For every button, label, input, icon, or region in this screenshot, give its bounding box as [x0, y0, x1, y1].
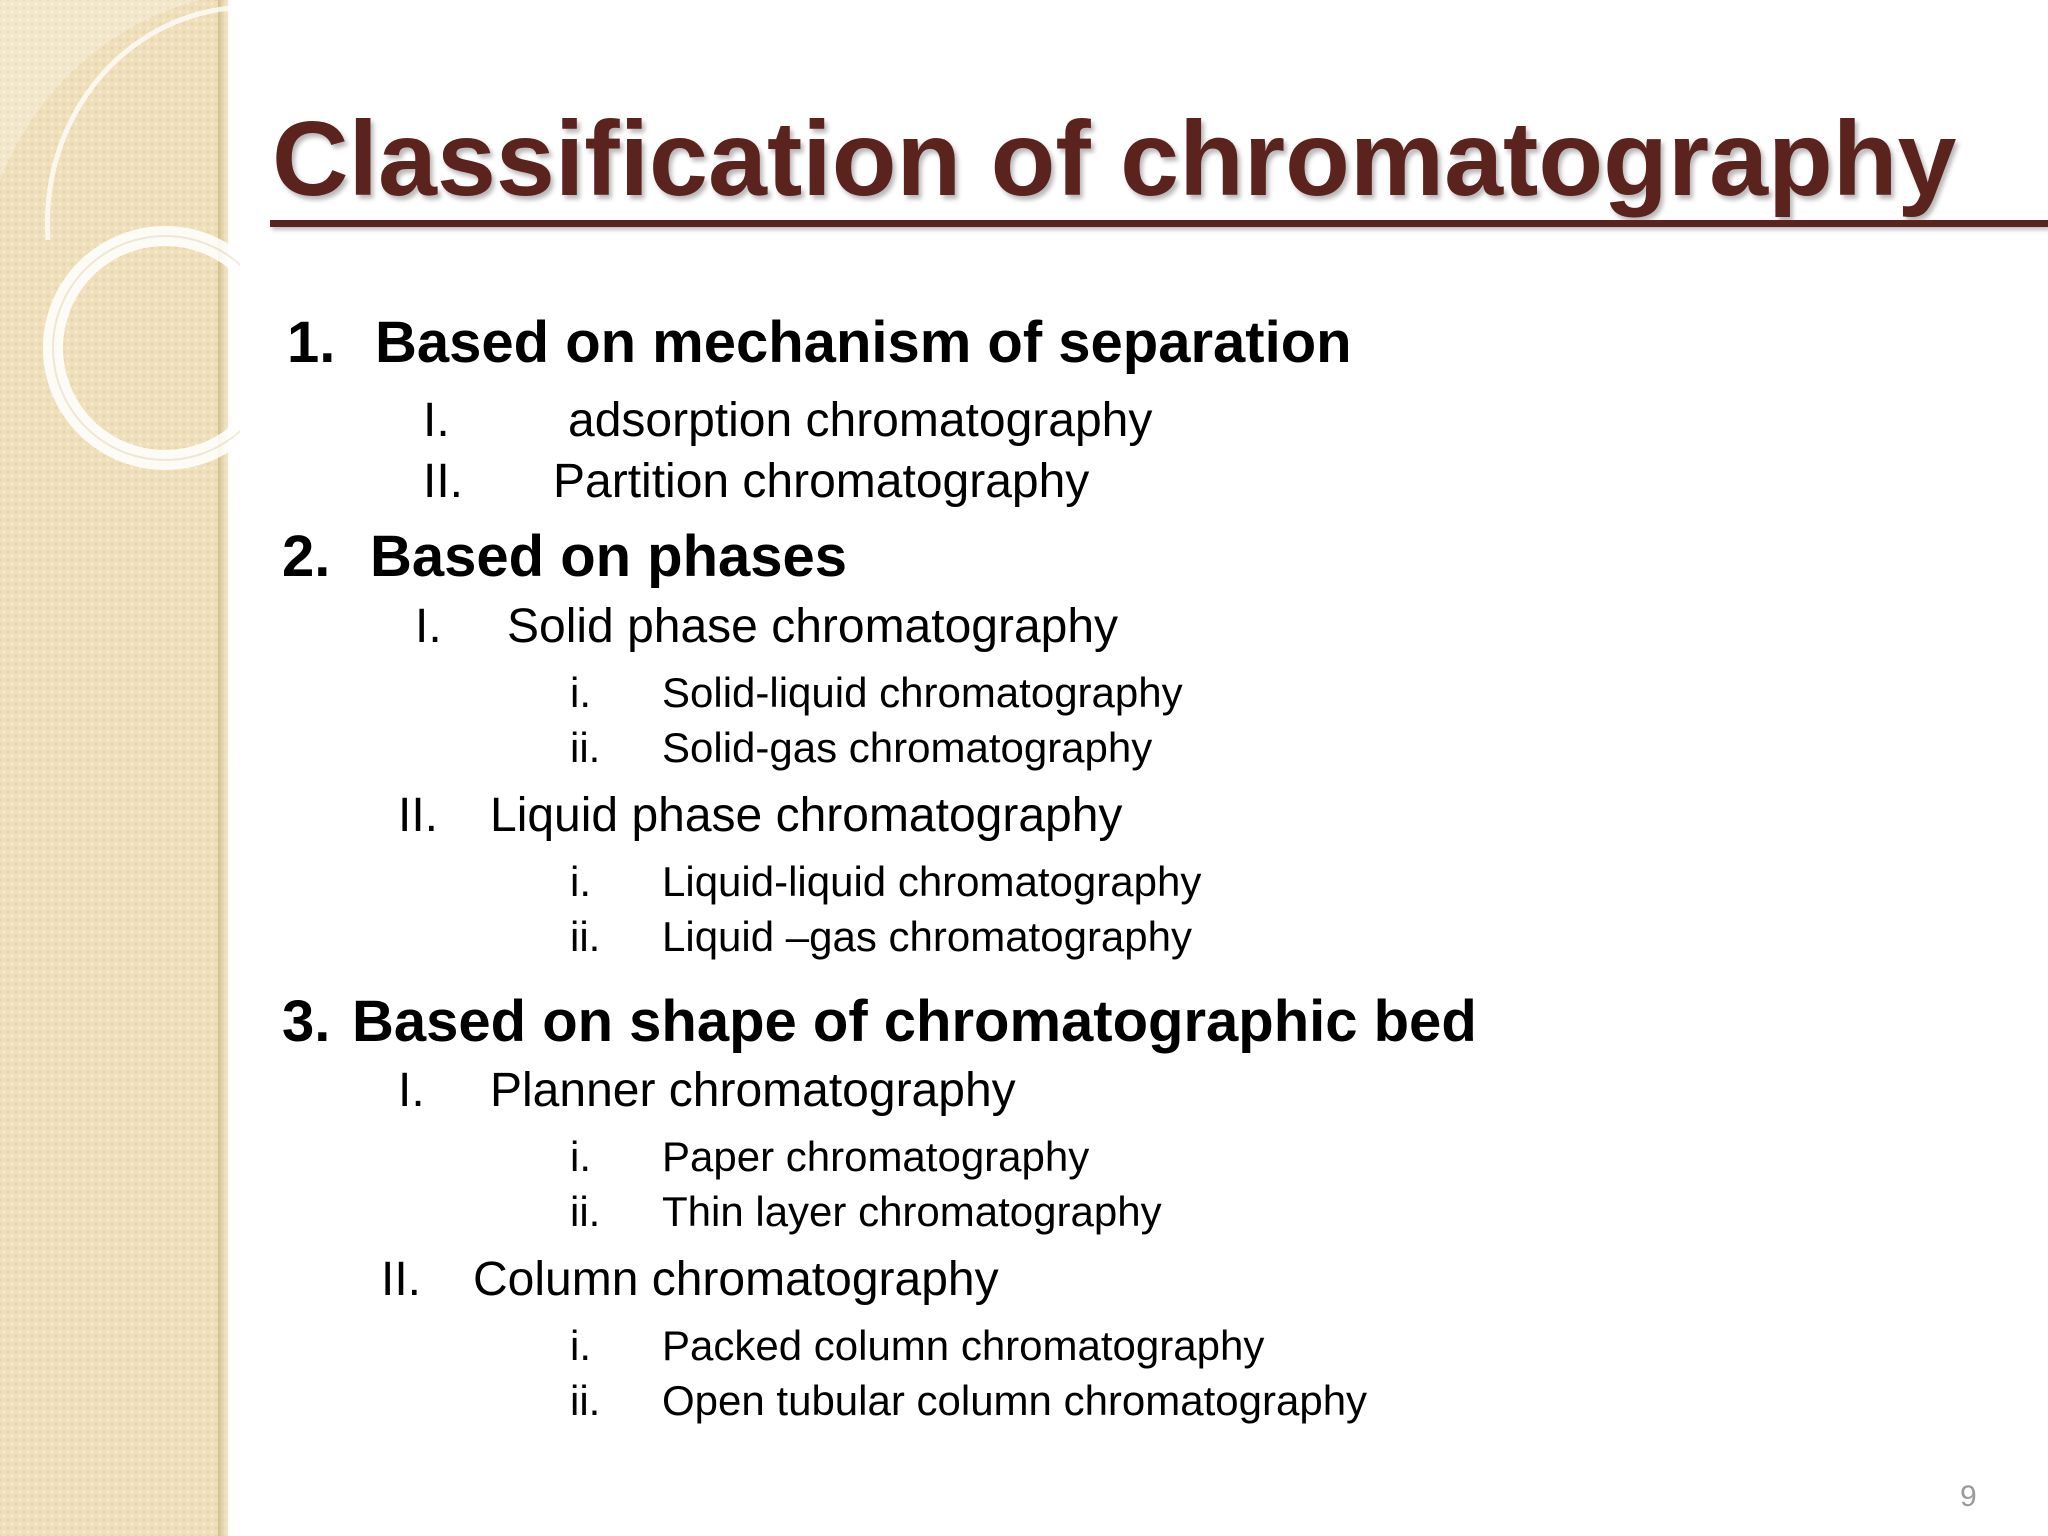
section-number: 2.: [282, 524, 331, 589]
item-number: I.: [423, 394, 450, 447]
item-label: Planner chromatography: [490, 1064, 1016, 1117]
slide-title: Classification of chromatography: [272, 100, 1957, 218]
item-label: Open tubular column chromatography: [662, 1377, 1368, 1424]
title-underline: [270, 220, 2048, 227]
item-number: II.: [423, 455, 464, 508]
item-label: Liquid –gas chromatography: [662, 913, 1193, 960]
item-number: ii.: [570, 913, 601, 960]
item-label: Column chromatography: [473, 1253, 999, 1306]
item-number: II.: [398, 789, 439, 842]
page-number: 9: [1960, 1480, 1977, 1513]
item-label: adsorption chromatography: [568, 394, 1153, 447]
item-number: i.: [570, 1133, 591, 1180]
item-label: Liquid phase chromatography: [490, 789, 1123, 842]
section-label: Based on shape of chromatographic bed: [352, 989, 1477, 1054]
decorative-rings-icon: [0, 0, 240, 520]
item-label: Partition chromatography: [553, 455, 1090, 508]
section-label: Based on mechanism of separation: [375, 310, 1352, 375]
section-label: Based on phases: [370, 524, 848, 589]
item-label: Liquid-liquid chromatography: [662, 858, 1202, 905]
item-label: Solid-gas chromatography: [662, 724, 1153, 771]
item-label: Thin layer chromatography: [662, 1188, 1162, 1235]
item-number: II.: [381, 1253, 422, 1306]
section-number: 3.: [282, 989, 331, 1054]
item-number: ii.: [570, 1377, 601, 1424]
section-number: 1.: [287, 310, 336, 375]
item-label: Solid-liquid chromatography: [662, 669, 1183, 716]
item-number: ii.: [570, 1188, 601, 1235]
item-number: I.: [398, 1064, 425, 1117]
item-label: Packed column chromatography: [662, 1322, 1265, 1369]
item-number: ii.: [570, 724, 601, 771]
item-number: i.: [570, 669, 591, 716]
item-number: i.: [570, 1322, 591, 1369]
item-number: i.: [570, 858, 591, 905]
item-label: Solid phase chromatography: [507, 600, 1119, 653]
item-number: I.: [415, 600, 442, 653]
item-label: Paper chromatography: [662, 1133, 1090, 1180]
